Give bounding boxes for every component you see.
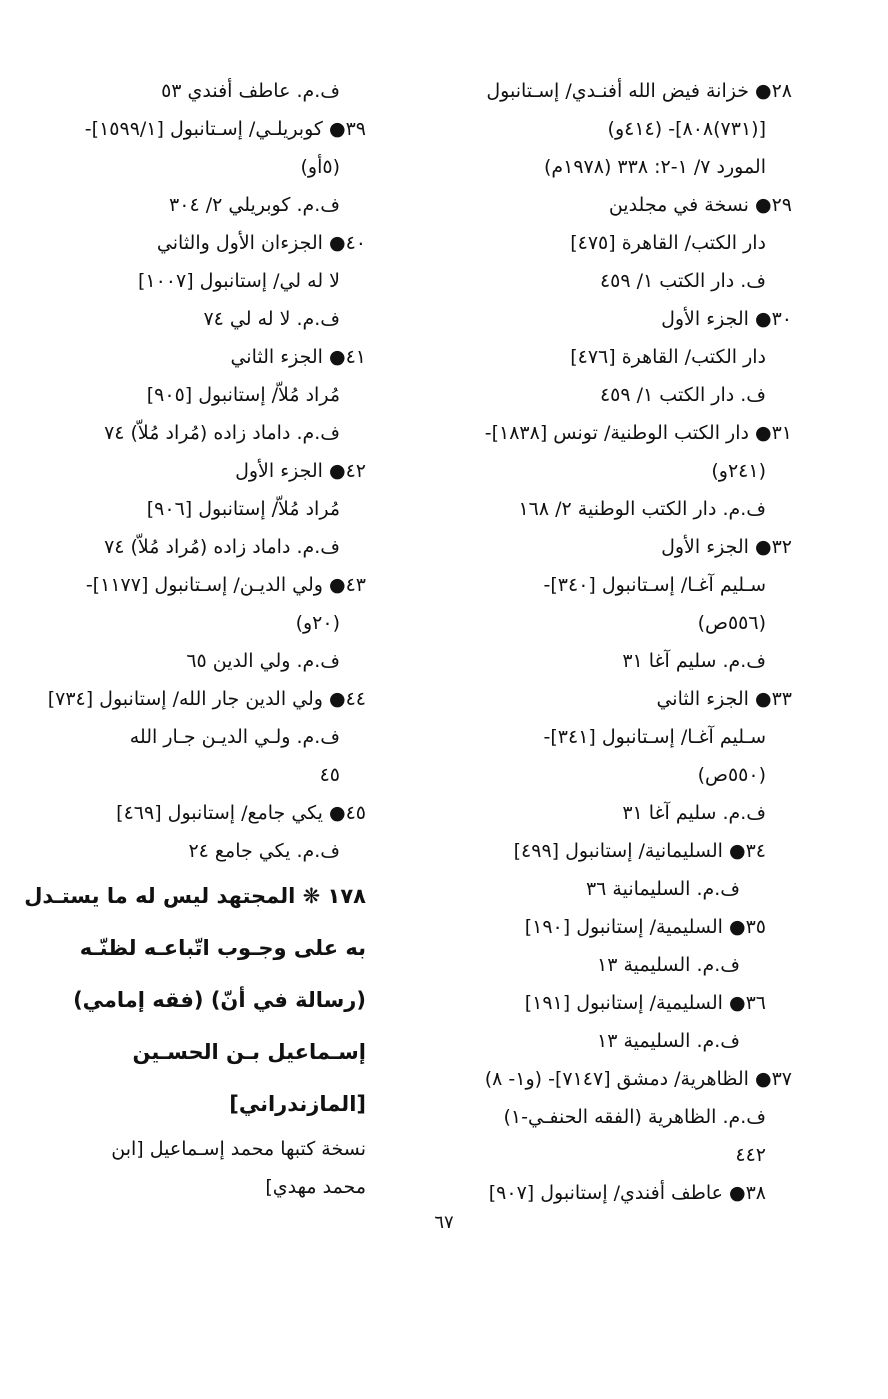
entry-line: ٤٤● ولي الدين جار الله/ إستانبول [٧٣٤]: [47, 688, 366, 710]
entry-line: ٤١● الجزء الثاني: [230, 346, 366, 368]
entry-line: ف.م. دار الكتب الوطنية ٢/ ١٦٨: [518, 498, 766, 520]
entry-line: ف.م. لا له لي ٧٤: [203, 308, 340, 330]
heading-line: به على وجـوب اتّباعـه لظنّـه: [79, 936, 366, 960]
entry-line: مُراد مُلاّ/ إستانبول [٩٠٥]: [146, 384, 340, 406]
entry-line: ٤٢● الجزء الأول: [235, 460, 366, 482]
entry-line: محمد مهدي]: [265, 1176, 366, 1198]
entry-line: المورد ٧/ ١-٢: ٣٣٨ (١٩٧٨م): [543, 156, 766, 178]
entry-line: ف.م. داماد زاده (مُراد مُلاّ) ٧٤: [104, 422, 340, 444]
entry-line: ف.م. داماد زاده (مُراد مُلاّ) ٧٤: [104, 536, 340, 558]
entry-line: مُراد مُلاّ/ إستانبول [٩٠٦]: [146, 498, 340, 520]
entry-line: ف. دار الكتب ١/ ٤٥٩: [599, 384, 766, 406]
entry-line: ف.م. السليمية ١٣: [597, 954, 740, 976]
entry-line: ٤٠● الجزءان الأول والثاني: [156, 232, 366, 254]
entry-line: ف.م. الظاهرية (الفقه الحنفـي-١): [503, 1106, 766, 1128]
entry-line: ٢٩● نسخة في مجلدين: [608, 194, 792, 216]
heading-line: ١٧٨ ❋ المجتهد ليس له ما يستـدل: [24, 884, 366, 908]
left-column: [24, 72, 366, 1206]
entry-line: ف.م. ولـي الديـن جـار الله: [129, 726, 340, 748]
entry-line: ٣٤● السليمانية/ إستانبول [٤٩٩]: [513, 840, 766, 862]
entry-line: ف.م. سليم آغا ٣١: [622, 650, 766, 672]
entry-line: ف. دار الكتب ١/ ٤٥٩: [599, 270, 766, 292]
entry-line: ٣٢● الجزء الأول: [661, 536, 792, 558]
entry-line: نسخة كتبها محمد إسـماعيل [ابن: [111, 1138, 366, 1160]
entry-line: ٣٥● السليمية/ إستانبول [١٩٠]: [524, 916, 766, 938]
entry-line: ٤٣● ولي الديـن/ إسـتانبول [١١٧٧]-: [85, 574, 366, 596]
entry-line: ٤٤٢: [735, 1144, 766, 1166]
entry-line: (٥٥٦ص): [697, 612, 766, 634]
entry-line: ٣٦● السليمية/ إستانبول [١٩١]: [524, 992, 766, 1014]
heading-line: [المازندراني]: [229, 1092, 366, 1116]
heading-line: إسـماعيل بـن الحسـين: [132, 1040, 366, 1064]
entry-line: ٣٨● عاطف أفندي/ إستانبول [٩٠٧]: [488, 1182, 766, 1204]
entry-line: ٢٨● خزانة فيض الله أفنـدي/ إسـتانبول: [486, 80, 792, 102]
entry-line: ٣٣● الجزء الثاني: [656, 688, 792, 710]
heading-line: (رسالة في أنّ) (فقه إمامي): [73, 988, 366, 1012]
entry-line: دار الكتب/ القاهرة [٤٧٥]: [570, 232, 766, 254]
entry-line: ف.م. السليمانية ٣٦: [585, 878, 740, 900]
page-number: ٦٧: [434, 1212, 454, 1233]
entry-line: (٢٤١و): [711, 460, 766, 482]
entry-line: ٣١● دار الكتب الوطنية/ تونس [١٨٣٨]-: [484, 422, 792, 444]
entry-line: ف.م. ولي الدين ٦٥: [186, 650, 340, 672]
right-column: [452, 72, 792, 1212]
entry-line: [(٧٣١)٨٠٨]- (٤١٤و): [607, 118, 766, 140]
entry-line: (٢٠و): [295, 612, 340, 634]
entry-line: سـليم آغـا/ إسـتانبول [٣٤٠]-: [543, 574, 766, 596]
entry-line: ٤٥: [319, 764, 340, 786]
entry-line: ف.م. يكي جامع ٢٤: [188, 840, 340, 862]
entry-line: ٣٩● كوبريلـي/ إسـتانبول [١٥٩٩/١]-: [84, 118, 366, 140]
entry-line: ف.م. سليم آغا ٣١: [622, 802, 766, 824]
entry-line: دار الكتب/ القاهرة [٤٧٦]: [570, 346, 766, 368]
entry-line: ٣٠● الجزء الأول: [661, 308, 792, 330]
entry-line: ٤٥● يكي جامع/ إستانبول [٤٦٩]: [116, 802, 366, 824]
entry-line: ف.م. عاطف أفندي ٥٣: [161, 80, 340, 102]
entry-line: (٥٥٠ص): [697, 764, 766, 786]
entry-line: ف.م. السليمية ١٣: [597, 1030, 740, 1052]
entry-line: ف.م. كوبريلي ٢/ ٣٠٤: [169, 194, 340, 216]
entry-line: ٣٧● الظاهرية/ دمشق [٧١٤٧]- (و١- ٨): [484, 1068, 792, 1090]
entry-line: سـليم آغـا/ إسـتانبول [٣٤١]-: [543, 726, 766, 748]
entry-line: لا له لي/ إستانبول [١٠٠٧]: [137, 270, 340, 292]
entry-line: (٥أو): [300, 156, 340, 178]
